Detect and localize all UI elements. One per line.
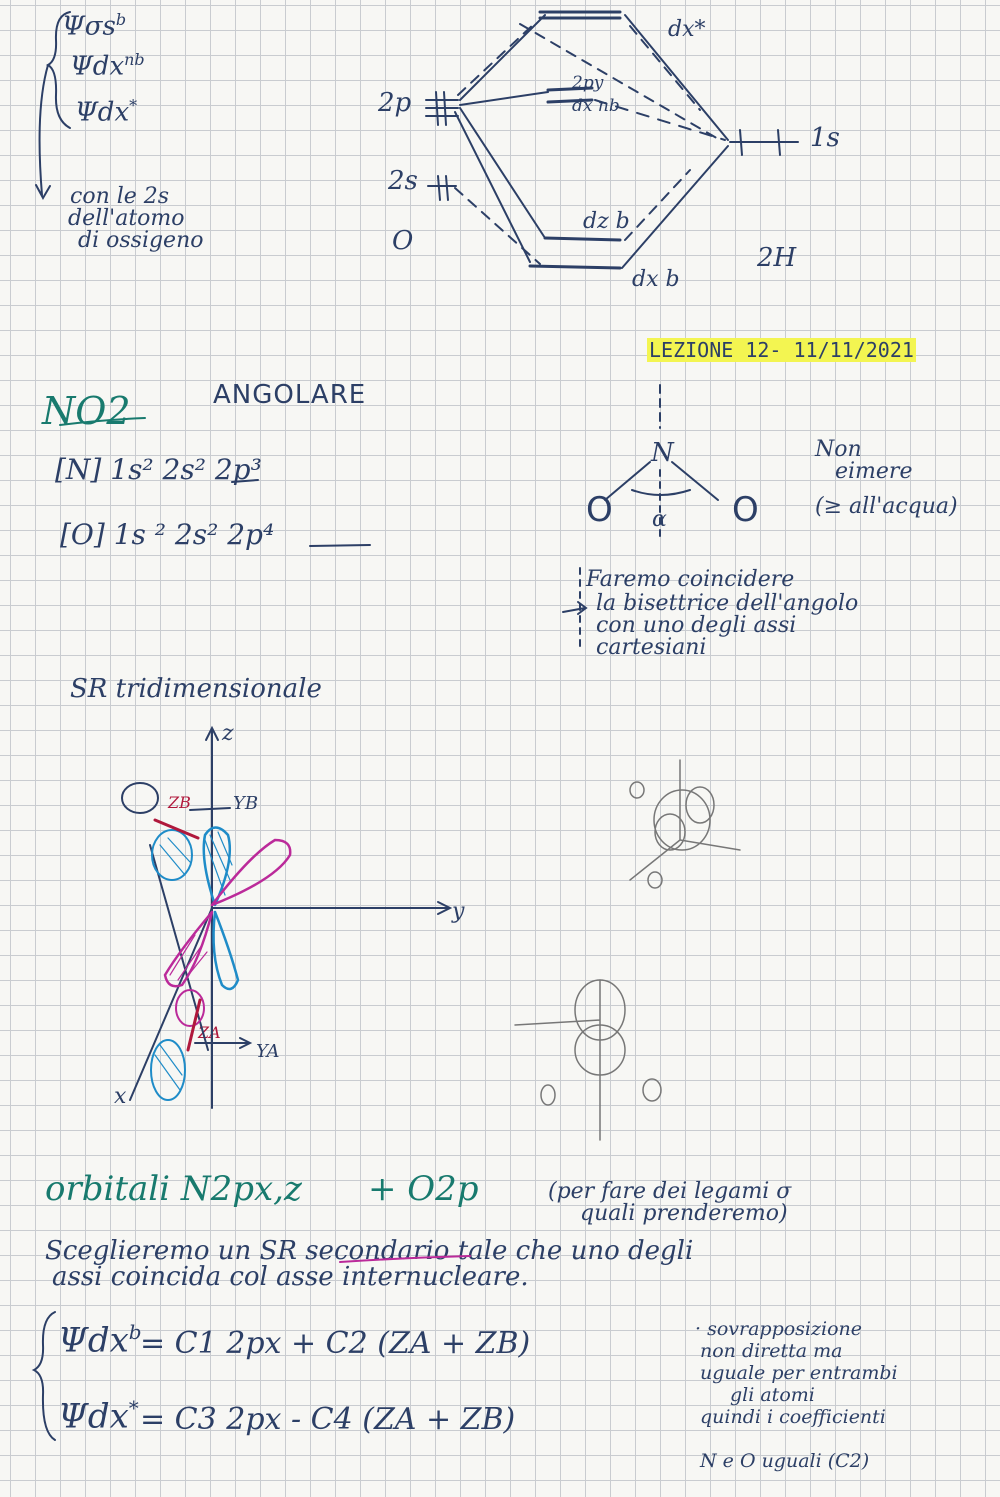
paren-note-1: (per fare dei legami σ: [548, 1179, 792, 1204]
choose-line-1: Sceglieremo un SR secondario tale che uno degli: [45, 1236, 694, 1266]
mo-diagram: [426, 12, 798, 268]
paren-note-2: quali prenderemo): [580, 1201, 788, 1226]
left-brace: [48, 12, 70, 128]
pencil-sketch-top: [630, 760, 740, 888]
psi-label-2: Ψdx: [70, 51, 125, 82]
config-o: [O] 1s ² 2s² 2p⁴: [60, 518, 275, 551]
axis-note-3: con uno degli assi: [596, 613, 797, 638]
axis-note-4: cartesiani: [596, 635, 707, 660]
label-dx-star: dx*: [668, 17, 706, 42]
right-note-3: uguale per entrambi: [700, 1362, 898, 1384]
struct-o-right: O: [732, 490, 759, 530]
side-note-3: (≥ all'acqua): [815, 494, 958, 519]
label-1s: 1s: [810, 123, 840, 153]
no2-shape: ANGOLARE: [213, 380, 367, 410]
choose-line-2: assi coincida col asse internucleare.: [52, 1262, 529, 1292]
label-2p: 2p: [378, 88, 412, 118]
right-note-2: non diretta ma: [700, 1340, 843, 1362]
label-2h: 2H: [757, 243, 797, 273]
sr-axes: [130, 728, 450, 1108]
sr-title: SR tridimensionale: [70, 674, 322, 704]
axis-za-label: ZA: [198, 1023, 221, 1042]
eq1-sup: b: [128, 1320, 142, 1344]
side-note-2: eimere: [835, 459, 913, 484]
struct-angle: α: [652, 507, 667, 532]
eq1-rhs: = C1 2px + C2 (ZA + ZB): [140, 1326, 531, 1361]
axis-yb-label: YB: [233, 793, 259, 814]
psi-label-3: Ψdx: [75, 97, 130, 128]
psi-sup-1: b: [115, 10, 127, 29]
note-line-1: con le 2s: [70, 184, 170, 209]
axis-ya-label: YA: [256, 1041, 280, 1062]
right-note-6: N e O uguali (C2): [700, 1450, 870, 1472]
axis-y-label: y: [452, 899, 465, 924]
label-dx-b: dx b: [632, 267, 680, 292]
axis-z-label: z: [222, 721, 234, 746]
right-note-4: gli atomi: [730, 1384, 815, 1406]
psi-sup-2: nb: [124, 50, 145, 69]
eq1-psi: Ψdx: [58, 1320, 129, 1361]
psi-sup-3: *: [129, 96, 138, 115]
plus-o2p: + O2p: [368, 1169, 479, 1209]
right-note-5: quindi i coefficienti: [700, 1406, 886, 1428]
no2-formula: NO2: [42, 389, 131, 433]
note-line-3: di ossigeno: [78, 228, 204, 253]
config-n: [N] 1s² 2s² 2p³: [55, 453, 262, 486]
pencil-sketch-bottom: [515, 980, 661, 1140]
label-dx-nb: dx nb: [572, 96, 620, 116]
psi-label-1: Ψσs: [62, 11, 116, 42]
label-2s: 2s: [388, 166, 418, 196]
orbitals-line: orbitali N2px,z: [45, 1169, 302, 1209]
lesson-header-text: LEZIONE 12- 11/11/2021: [649, 338, 914, 362]
note-line-2: dell'atomo: [68, 206, 185, 231]
side-note-1: Non: [815, 437, 862, 462]
eq2-sup: *: [128, 1396, 139, 1420]
brace-arrow: [36, 65, 50, 198]
label-atom-o: O: [392, 226, 414, 256]
eq2-rhs: = C3 2px - C4 (ZA + ZB): [140, 1402, 516, 1437]
axis-note-arrow: [563, 602, 586, 614]
no2-structure: [563, 385, 718, 650]
axis-zb-label: ZB: [168, 793, 191, 812]
axis-x-label: x: [114, 1084, 127, 1109]
struct-o-left: O: [586, 490, 613, 530]
struct-n: N: [651, 438, 674, 468]
eq2-psi: Ψdx: [58, 1396, 129, 1437]
label-dz-b: dz b: [583, 209, 630, 234]
axis-note-1: Faremo coincidere: [586, 567, 795, 592]
label-2py: 2py: [572, 73, 604, 93]
eq-brace: [34, 1312, 55, 1440]
axis-note-2: la bisettrice dell'angolo: [596, 591, 859, 616]
right-note-1: · sovrapposizione: [695, 1318, 863, 1340]
